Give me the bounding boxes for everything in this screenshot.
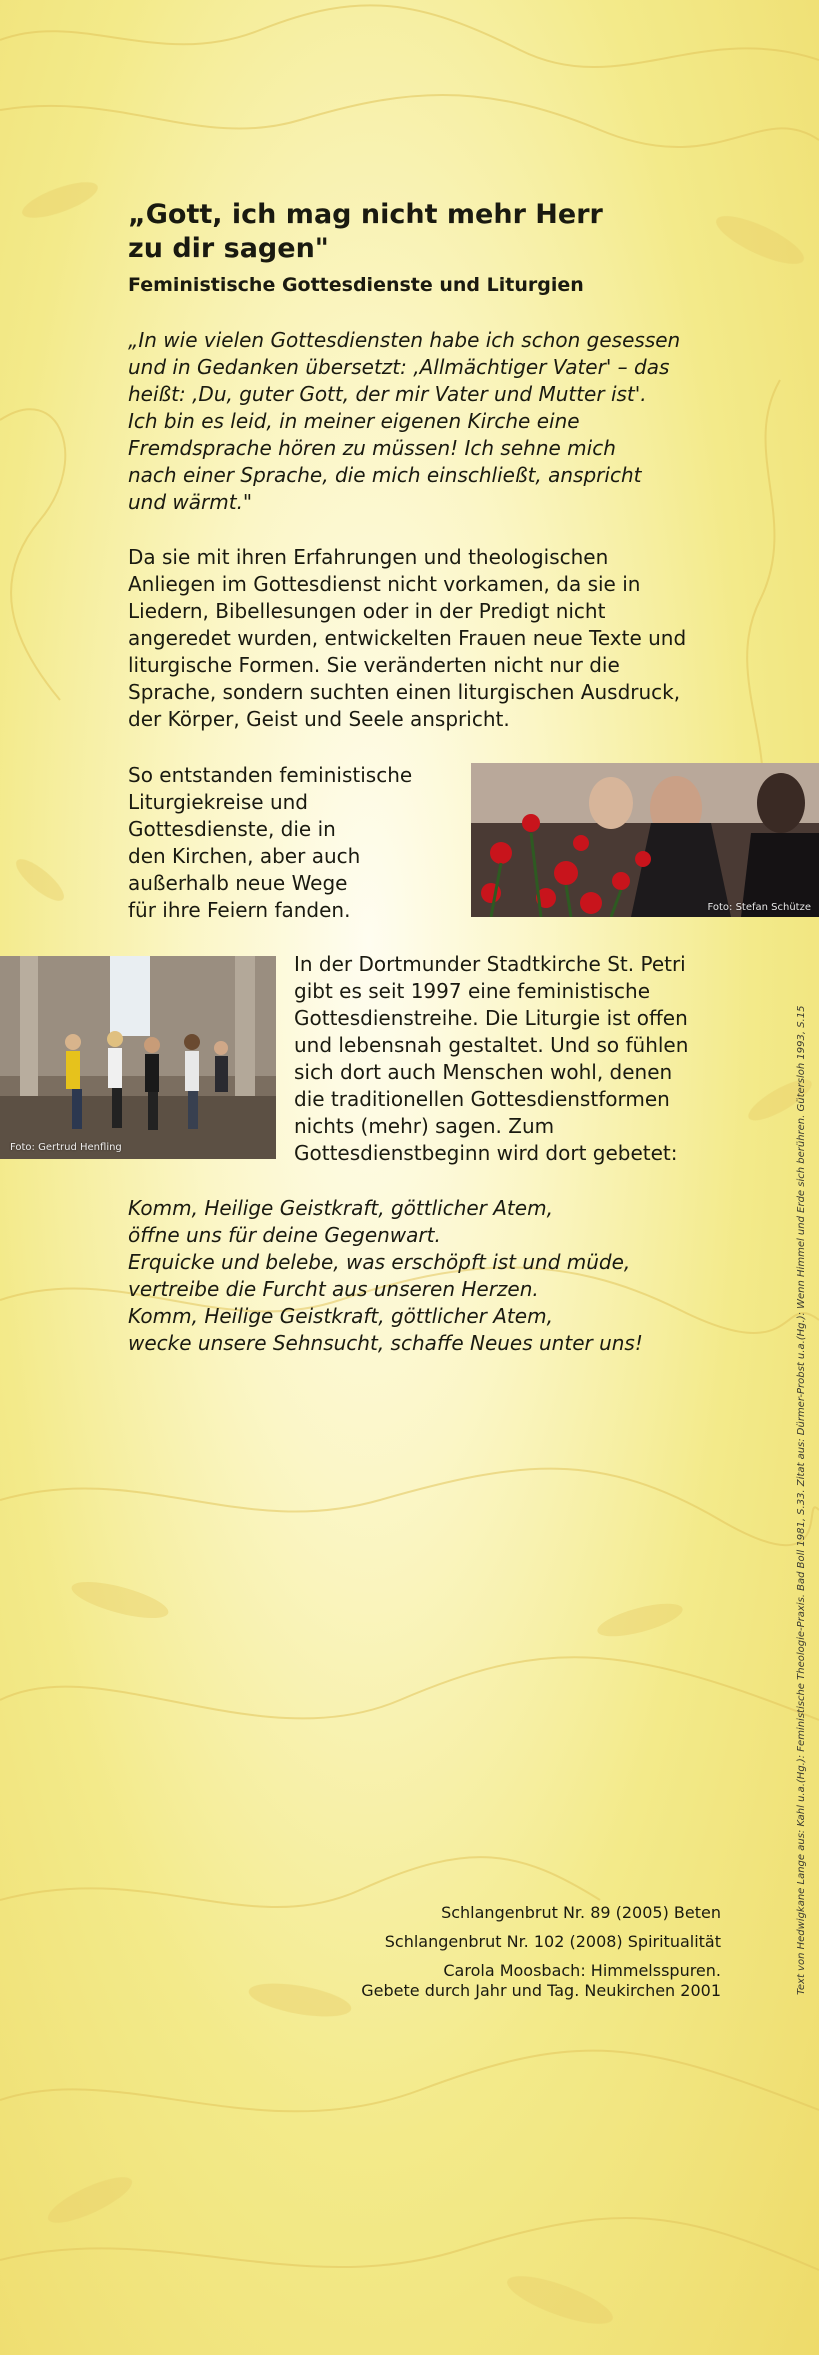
roses-photo	[471, 763, 819, 917]
references	[301, 1903, 721, 2010]
prayer-text: Komm, Heilige Geistkraft, göttlicher Atem, öffne uns für deine Gegenwart. Erquicke und belebe, was erschöpft ist und müde, vertreibe die Furcht aus unseren Herzen. Komm, Heilige Geistkraft, göttlicher Atem, wecke unsere Sehnsucht, schaffe Neues unter uns!	[128, 1196, 643, 1355]
vertical-source-credit: Text von Hedwigkane Lange aus: Kahl u.a.(Hg.): Feministische Theologie-Praxis. Bad Boll 1981, S.33. Zitat aus: Dürmer-Probst u.a.(Hg.): Wenn Himmel und Erde sich berühren. Gütersloh 1993, S.15	[796, 1005, 807, 1995]
opening-quote: „In wie vielen Gottesdiensten habe ich schon gesessen und in Gedanken übersetzt: ‚Allmächtiger Vater' – das heißt: ‚Du, guter Gott, der mir Vater und Mutter ist'. Ich bin es leid, in meiner eigenen Kirche eine Fremdsprache hören zu müssen! Ich sehne mich nach einer Sprache, die mich einschließt, anspricht und wärmt."	[128, 328, 681, 514]
reference-item: Schlangenbrut Nr. 102 (2008) Spiritualität	[384, 1932, 721, 1951]
paragraph-dortmund: In der Dortmunder Stadtkirche St. Petri gibt es seit 1997 eine feministische Gottesdienstreihe. Die Liturgie ist offen und lebensnah gestaltet. Und so fühlen sich dort auch Menschen wohl, denen die traditionellen Gottesdienstformen nichts (mehr) sagen. Zum Gottesdienstbeginn wird dort gebetet:	[294, 952, 689, 1165]
poster-subtitle: Feministische Gottesdienste und Liturgien	[128, 274, 584, 296]
roses-photo-image	[471, 763, 819, 917]
dance-photo-credit: Foto: Gertrud Henfling	[10, 1142, 122, 1153]
paragraph-liturgy-circles: So entstanden feministische Liturgiekreise und Gottesdienste, die in den Kirchen, aber auch außerhalb neue Wege für ihre Feiern fanden.	[128, 763, 413, 922]
reference-item: Schlangenbrut Nr. 89 (2005) Beten	[441, 1903, 721, 1922]
circle-dance-photo-image	[0, 956, 276, 1159]
poster-title: „Gott, ich mag nicht mehr Herr zu dir sagen"	[128, 199, 603, 264]
reference-item: Carola Moosbach: Himmelsspuren. Gebete durch Jahr und Tag. Neukirchen 2001	[361, 1961, 721, 2000]
paragraph-experiences: Da sie mit ihren Erfahrungen und theologischen Anliegen im Gottesdienst nicht vorkamen, da sie in Liedern, Bibellesungen oder in der Predigt nicht angeredet wurden, entwickelten Frauen neue Texte und liturgische Formen. Sie veränderten nicht nur die Sprache, sondern suchten einen liturgischen Ausdruck, der Körper, Geist und Seele anspricht.	[128, 545, 687, 731]
circle-dance-photo	[0, 956, 276, 1159]
roses-photo-credit: Foto: Stefan Schütze	[707, 902, 811, 913]
